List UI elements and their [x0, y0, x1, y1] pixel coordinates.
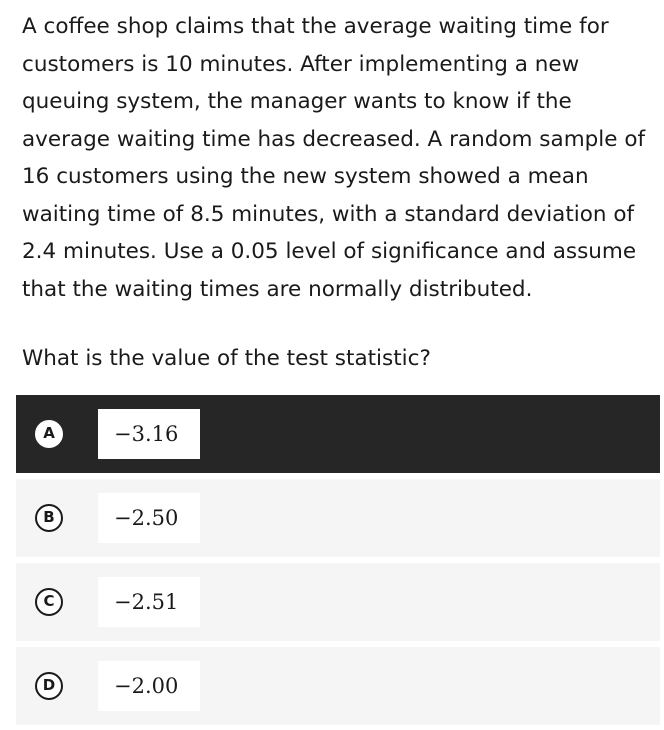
option-a-letter-badge: A	[35, 420, 63, 448]
option-d-value: −2.00	[98, 661, 200, 711]
option-d[interactable]	[16, 647, 660, 725]
option-a[interactable]	[16, 395, 660, 473]
option-c[interactable]	[16, 563, 660, 641]
option-c-letter-badge: C	[35, 588, 63, 616]
option-b-value: −2.50	[98, 493, 200, 543]
option-c-value: −2.51	[98, 577, 200, 627]
question-prompt: What is the value of the test statistic?	[22, 346, 431, 371]
option-d-letter-badge: D	[35, 672, 63, 700]
option-a-value: −3.16	[98, 409, 200, 459]
option-b[interactable]	[16, 479, 660, 557]
option-b-letter-badge: B	[35, 504, 63, 532]
question-text: A coffee shop claims that the average waiting time for customers is 10 minutes. After implementing a new queuing system, the manager wants to know if the average waiting time has decreased. A random sample of 16 customers using the new system showed a mean waiting time of 8.5 minutes, with a standard deviation of 2.4 minutes. Use a 0.05 level of significance and assume that the waiting times are normally distributed.	[22, 14, 646, 302]
